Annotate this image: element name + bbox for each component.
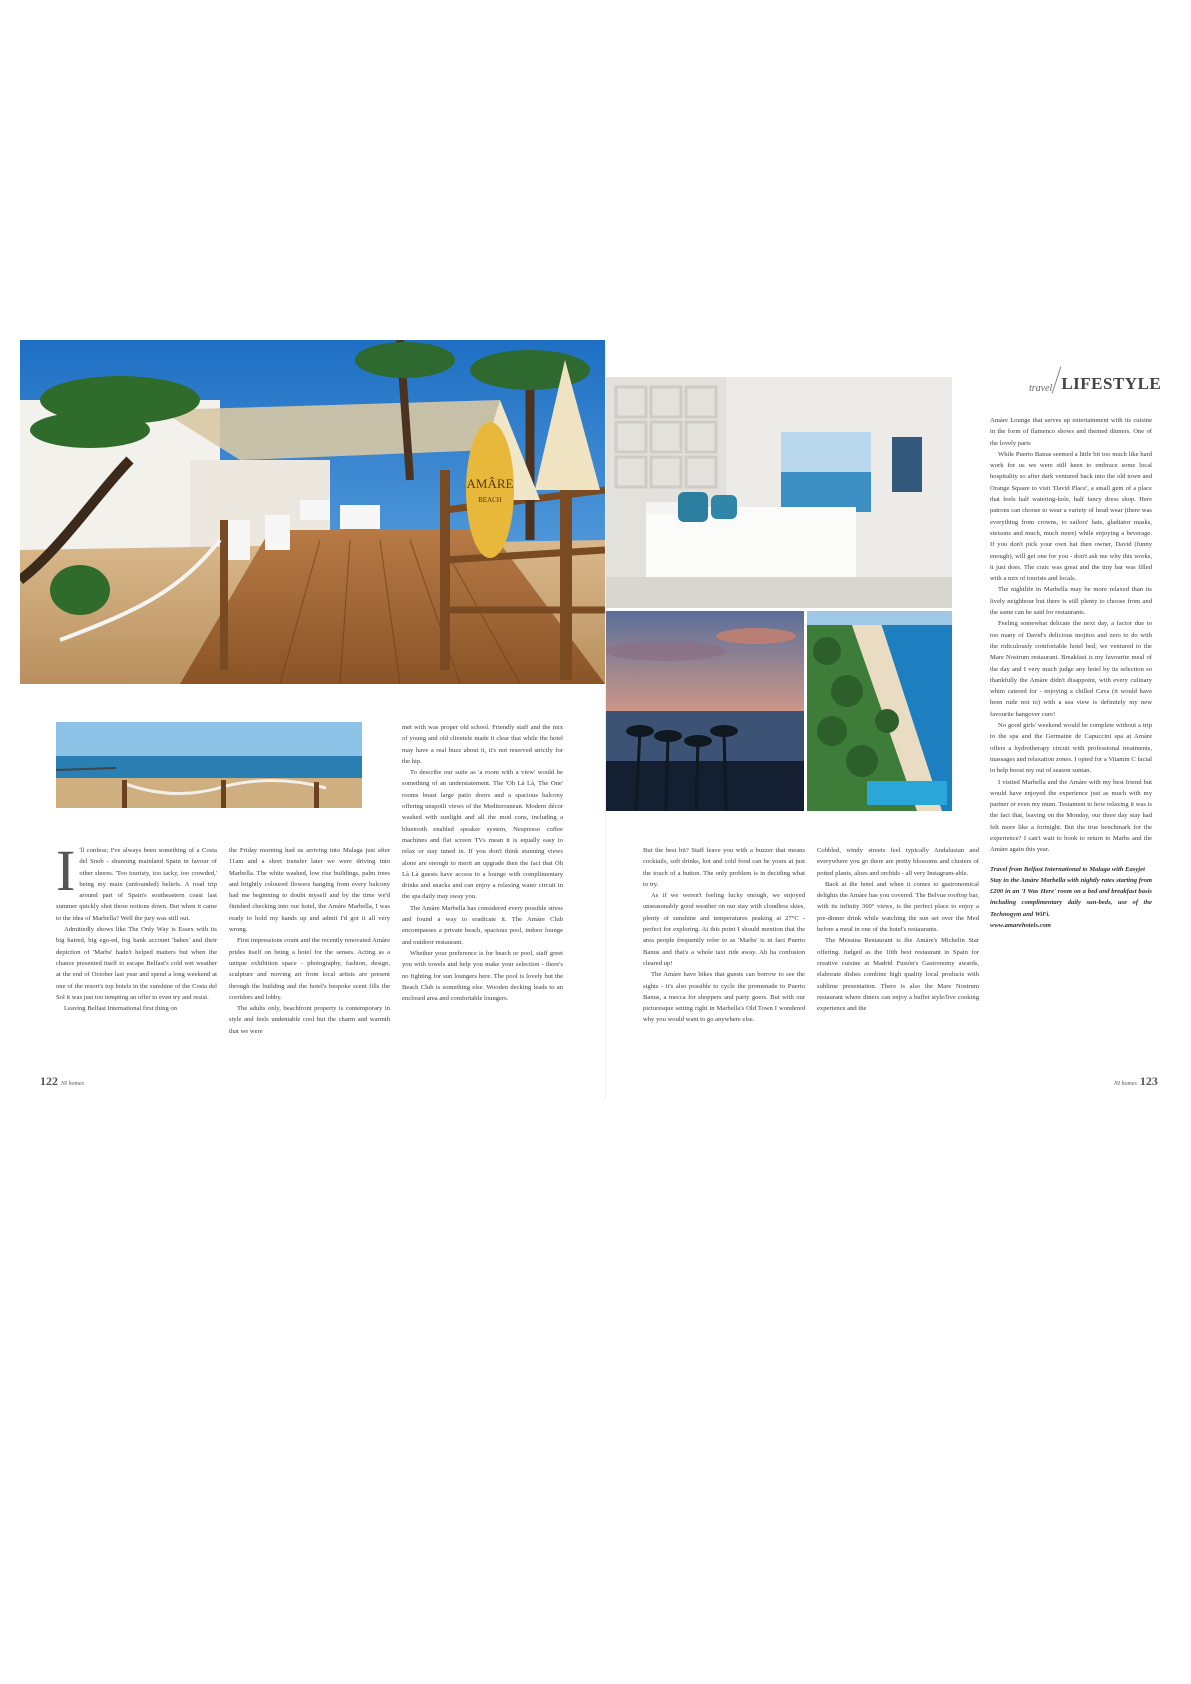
website-link[interactable]: www.amarehotels.com bbox=[990, 922, 1051, 930]
paragraph: The Amàre have bikes that guests can borrow to see the sights - it's also possible to cycle the promenade to Puerto Banus, a mecca for shoppers and party goers. But with our picturesque setting right in Marbella's Old Town I wondered why you would want to go anywhere else. bbox=[643, 971, 805, 1024]
sign-sub: BEACH bbox=[478, 496, 502, 504]
beach-club-photo bbox=[20, 340, 605, 684]
page-number-right: 123 bbox=[1139, 1074, 1158, 1088]
paragraph: met with was proper old school. Friendly staff and the mix of young and old clientele made it clear that while the hotel may have a real buzz about it, it's not reserved strictly for the hip. bbox=[402, 724, 563, 765]
travel-info-box bbox=[990, 864, 1152, 932]
paragraph: Amàre Lounge that serves up entertainment with its cuisine in the form of flamenco shows and themed dinners. One of the lovely parts bbox=[990, 417, 1152, 447]
article-column-4 bbox=[643, 845, 805, 1026]
paragraph: Cobbled, windy streets feel typically Andalusian and everywhere you go there are pretty blossoms and clusters of potted plants, aloes and orchids - all very Instagram-able. bbox=[817, 847, 979, 877]
left-folio bbox=[40, 1074, 84, 1089]
paragraph: The Amàre Marbella has considered every possible stress and found a way to eradicate it. The Amàre Club encompasses a private beach, spacious pool, indoor lounge and outdoor restaurant. bbox=[402, 904, 563, 946]
paragraph: While Puerto Banus seemed a little bit too much like hard work for us we were still keen to embrace some local hospitality so after dark ventured back into the old town and Orange Square to visit 'David Place', a small gem of a place that feels half watering-hole, half fancy dress shop. Here patrons can choose to wear a variety of head wear (there was everything from crowns, to sailors' hats, gladiator masks, stetsons and much, much more) while enjoying a beverage. If you don't pick your own hat then owner, David (funny enough), will get one for you - don't ask me why this works, it just does. The craic was great and the tiny bar was filled with a mix of tourists and locals. bbox=[990, 450, 1152, 583]
article-column-3 bbox=[402, 722, 563, 1004]
paragraph: the Friday morning had us arriving into Malaga just after 11am and a short transfer later we were driving into Marbella. The white washed, low rise buildings, palm trees and brightly coloured flowers hanging from every balcony had me beginning to doubt myself and by the time we'd finished checking into our hotel, the Amàre Marbella, I was ready to hold my hands up and admit I'd got it all very wrong. bbox=[229, 847, 390, 934]
paragraph: Leaving Belfast International first thing on bbox=[64, 1005, 177, 1013]
article-column-5 bbox=[817, 845, 979, 1014]
sign-name: AMÂRE bbox=[466, 476, 514, 491]
sunset-photo bbox=[606, 611, 804, 811]
article-column-1 bbox=[56, 838, 217, 1014]
paragraph: Admittedly shows like The Only Way is Essex with its big haired, big ego-ed, big bank account 'babes' and their depiction of 'Marbs' hadn't helped matters but when the chance presented itself to escape Belfast's cold wet weather at the end of October last year and spend a long weekend at one of the resort's top hotels in the sunshine of the Costa del Sol it was just too tempting an offer to even try and resist. bbox=[56, 926, 217, 1001]
section-kicker: travel bbox=[1029, 383, 1053, 394]
header-divider bbox=[1052, 367, 1062, 394]
article-column-2 bbox=[229, 845, 390, 1037]
right-folio bbox=[1114, 1074, 1158, 1089]
section-header bbox=[1029, 366, 1171, 394]
paragraph: The Messina Restaurant is the Amàre's Michelin Star offering. Judged as the 10th best restaurant in Spain for creative cuisine at Madrid Fusión's Gastronomy awards, elaborate dishes combine high quality local products with sublime presentation. There is also the Mare Nostrum restaurant where diners can enjoy a buffet style/live cooking experience and the bbox=[817, 937, 979, 1013]
paragraph: But the best bit? Staff leave you with a buzzer that means cocktails, soft drinks, hot and cold food can be yours at just the touch of a button. The only problem is in deciding what to try. bbox=[643, 847, 805, 888]
info-line: Travel from Belfast International to Malaga with Easyjet bbox=[990, 865, 1145, 873]
paragraph: Back at the hotel and when it comes to gastronomical delights the Amàre has you covered. The Belvue rooftop bar, with its infinity 360° views, is the perfect place to enjoy a pre-dinner drink while watching the sun set over the Med before a meal in one of the hotel's restaurants. bbox=[817, 880, 979, 934]
page-gutter bbox=[605, 340, 606, 1100]
paragraph: To describe our suite as 'a room with a view' would be something of an understatement. The 'Oh Là Là, The One' rooms boast large patio doors and a spacious balcony offering unspoilt views of the Mediterranean. Modern décor washed with sunlight and all the mod cons, including a bluetooth enabled speaker system, Nespresso coffee machines and flat screen TVs mean it is equally easy to relax or stay tuned in. If you don't think stunning views alone are enough to merit an upgrade then the fact that Oh Là Là guests have access to a lounge with complimentary drinks and snacks and can enjoy a relaxing water circuit in the spa daily may sway you. bbox=[402, 769, 563, 901]
page-number-left: 122 bbox=[40, 1074, 58, 1088]
info-line: Stay in the Amàre Marbella with nightly rates starting from £200 in an 'I Was Here' room on a bed and breakfast basis including complimentary daily sun-beds, use of the Technogym and WiFi. bbox=[990, 876, 1152, 918]
magazine-name-left: NI homes bbox=[61, 1081, 84, 1087]
paragraph: I visited Marbella and the Amàre with my best friend but would have enjoyed the experience just as much with my partner or even my mum. Testament to how relaxing it was is the fact that, leaving on the Monday, our three day stay had felt more like a fortnight. But the true benchmark for the experience? I can't wait to book to return to Marbs and the Amàre again this year. bbox=[990, 778, 1152, 854]
beach-photo bbox=[56, 722, 362, 808]
paragraph: First impressions count and the recently renovated Amàre prides itself on being a hotel for the senses. Acting as a unique exhibition space - photography, fashion, design, sculpture and moving art from local artists are present through the building and the hotel's bespoke scent fills the corridors and lobby. bbox=[229, 937, 390, 1001]
drop-cap: I bbox=[56, 838, 76, 903]
paragraph: Feeling somewhat delicate the next day, a factor due to too many of David's delicious mojitos and zero to do with the ridiculously comfortable hotel bed, we ventured to the Mare Nostrum restaurant. Breakfast is my favourite meal of the day and I very much judge any hotel by its selection so thankfully the Amàre didn't disappoint, with every culinary whim catered for - enjoying a chilled Cava (it would have been rude not to) with a sea view is definitely my new favourite hangover cure! bbox=[990, 620, 1152, 718]
section-title: LIFESTYLE bbox=[1061, 374, 1162, 393]
paragraph: The adults only, beachfront property is contemporary in style and feels undeniable cool but the charm and warmth that we were bbox=[229, 1005, 390, 1035]
article-column-6 bbox=[990, 415, 1152, 931]
suite-bedroom-photo bbox=[606, 377, 952, 608]
magazine-name-right: NI homes bbox=[1114, 1081, 1137, 1087]
paragraph: I 'll confess; I've always been something of a Costa del Snob - shunning mainland Spain in favour of other shores. 'Too touristy, too tacky, too crowded,' being my main (unfounded) beliefs. A road trip around part of Spain's southeastern coast last summer quickly shot those notions down. But when it came to the idea of Marbella? Well the jury was still out. bbox=[56, 838, 217, 922]
paragraph: No good girls' weekend would be complete without a trip to the spa and the Germaine de Capuccini spa at Amàre offers a hydrotherapy circuit with professional treatments, massages and relaxation zones. I opted for a Vitamin C facial to help boost my out of season suntan. bbox=[990, 722, 1152, 775]
paragraph: The nightlife in Marbella may be more relaxed than its lively neighbour but there is still plenty to choose from and the same can be said for restaurants. bbox=[990, 586, 1152, 617]
promenade-photo bbox=[807, 611, 952, 811]
paragraph: As if we weren't feeling lucky enough, we enjoyed unseasonably good weather on our stay with cloudless skies, plenty of sunshine and temperatures peaking at 27°C - perfect for exploring. At this point I should mention that the area people frequently refer to as 'Marbs' is in fact Puerto Banus and that's a whole taxi ride away. Ah ha confusion cleared up! bbox=[643, 892, 805, 967]
paragraph: Whether your preference is for beach or pool, staff greet you with towels and help you make your selection - there's no fighting for sun loungers here. The pool is lovely but the Beach Club is something else. Wooden decking leads to an enclosed area and comfortable loungers. bbox=[402, 949, 563, 1003]
